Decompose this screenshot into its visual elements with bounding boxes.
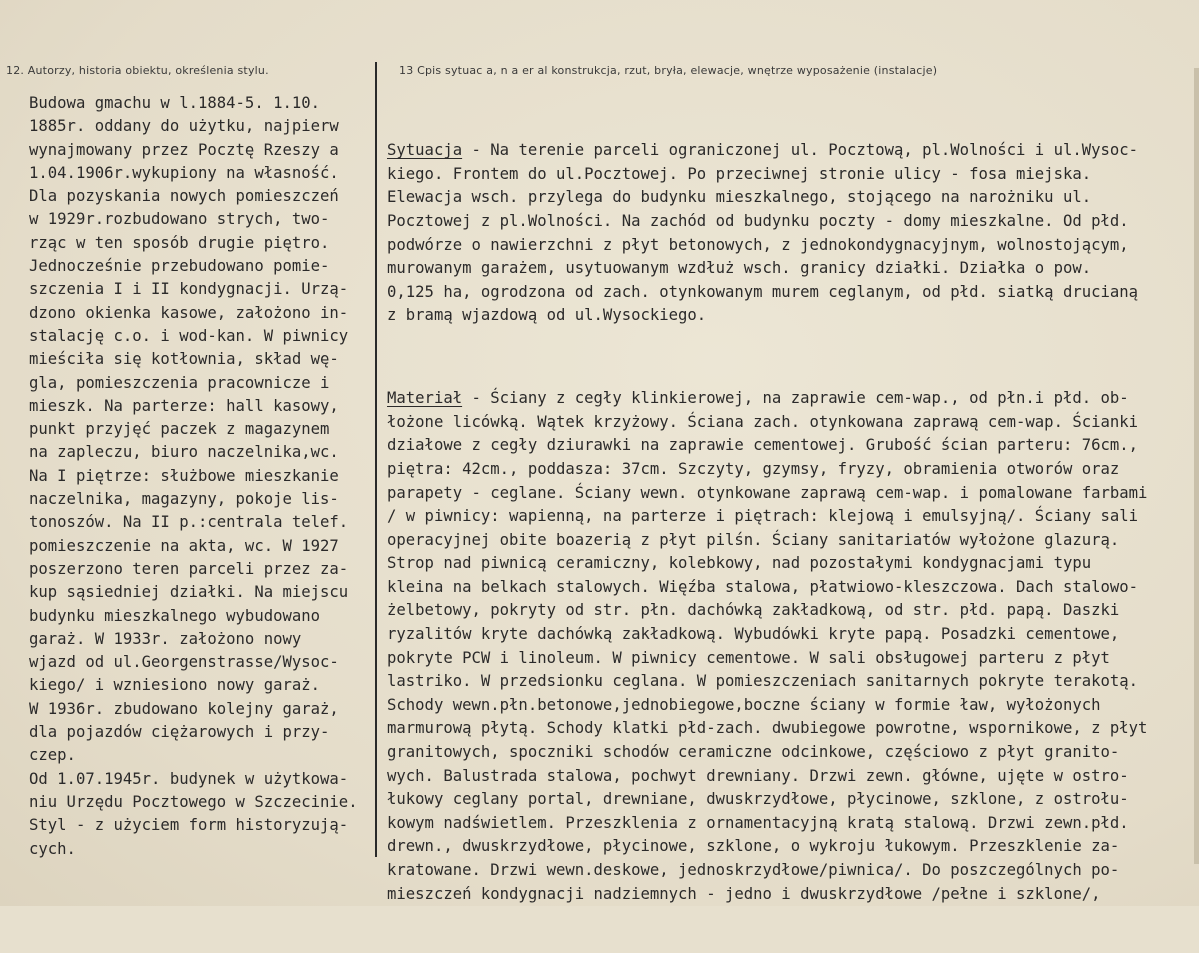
history-line: szczenia I i II kondygnacji. Urzą- [29,280,349,299]
history-line: Styl - z użyciem form historyzują- [29,816,349,835]
history-line: w 1929r.rozbudowano strych, two- [29,210,330,229]
history-line: kiego/ i wzniesiono nowy garaż. [29,676,321,695]
history-line: 1885r. oddany do użytku, najpierw [29,117,339,136]
situation-line-text: - Na terenie parceli ograniczonej ul. Pocztową, pl.Wolności i ul.Wysoc- [462,141,1139,160]
material-line: wych. Balustrada stalowa, pochwyt drewniany. Drzwi zewn. główne, ujęte w ostro- [387,766,1129,785]
history-line: pomieszczenie na akta, wc. W 1927 [29,536,339,555]
history-line: rząc w ten sposób drugie piętro. [29,233,330,252]
page-edge-shadow [1194,68,1199,864]
history-line: gla, pomieszczenia pracownicze i [29,373,330,392]
material-line: żelbetowy, pokryty od str. płn. dachówką zakładkową, od str. płd. papą. Daszki [387,601,1120,620]
history-line: mieszk. Na parterze: hall kasowy, [29,396,339,415]
material-line: Strop nad piwnicą ceramiczny, kolebkowy, nad pozostałymi kondygnacjami typu [387,554,1092,573]
situation-line: murowanym garażem, usytuowanym wzdłuż wsch. granicy działki. Działka o pow. [387,259,1092,278]
history-line: czep. [29,746,76,765]
history-line: mieściła się kotłownia, skład wę- [29,350,339,369]
situation-line: 0,125 ha, ogrodzona od zach. otynkowanym murem ceglanym, od płd. siatką drucianą [387,282,1139,301]
situation-line: Pocztowej z pl.Wolności. Na zachód od budynku poczty - domy mieszkalne. Od płd. [387,211,1129,230]
material-line: kowym nadświetlem. Przeszklenia z ornamentacyjną kratą stalową. Drzwi zewn.płd. [387,813,1129,832]
history-line: 1.04.1906r.wykupiony na własność. [29,163,339,182]
situation-line: z bramą wjazdową od ul.Wysockiego. [387,306,707,325]
material-heading: Materiał [387,389,463,408]
situation-paragraph [387,139,1192,328]
material-line: marmurową płytą. Schody klatki płd-zach. dwubiegowe powrotne, wspornikowe, z płyt [387,719,1148,738]
situation-line: podwórze o nawierzchni z płyt betonowych, z jednokondygnacyjnym, wolnostojącym, [387,235,1129,254]
left-column-header: 12. Autorzy, historia obiektu, określenia stylu. [6,64,269,77]
material-line: granitowych, spoczniki schodów ceramiczne odcinkowe, częściowo z płyt granito- [387,743,1120,762]
history-text-column [29,92,374,861]
material-line: pokryte PCW i linoleum. W piwnicy cementowe. W sali obsługowej parteru z płyt [387,648,1110,667]
history-line: Budowa gmachu w l.1884-5. 1.10. [29,94,321,112]
history-line: na zapleczu, biuro naczelnika,wc. [29,443,339,462]
material-line: lastriko. W przedsionku ceglana. W pomieszczeniach sanitarnych pokryte terakotą. [387,672,1139,691]
material-line: / w piwnicy: wapienną, na parterze i piętrach: klejową i emulsyjną/. Ściany sali [387,507,1139,526]
material-line-text: - Ściany z cegły klinkierowej, na zaprawie cem-wap., od płn.i płd. ob- [462,389,1129,408]
history-line: Jednocześnie przebudowano pomie- [29,257,330,276]
material-line: piętra: 42cm., poddasza: 37cm. Szczyty, gzymsy, fryzy, obramienia otworów oraz [387,459,1120,478]
material-line: Schody wewn.płn.betonowe,jednobiegowe,boczne ściany w formie ław, wyłożonych [387,695,1101,714]
material-line: ryzalitów kryte dachówką zakładkową. Wybudówki kryte papą. Posadzki cementowe, [387,625,1120,644]
material-line: parapety - ceglane. Ściany wewn. otynkowane zaprawą cem-wap. i pomalowane farbami [387,483,1148,502]
history-line: Od 1.07.1945r. budynek w użytkowa- [29,769,349,788]
material-line: działowe z cegły dziurawki na zaprawie cementowej. Grubość ścian parteru: 76cm., [387,436,1139,455]
situation-line: kiego. Frontem do ul.Pocztowej. Po przeciwnej stronie ulicy - fosa miejska. [387,164,1092,183]
history-line: punkt przyjęć paczek z magazynem [29,420,330,439]
history-line: kup sąsiedniej działki. Na miejscu [29,583,349,602]
history-line: dla pojazdów ciężarowych i przy- [29,723,330,742]
history-line: stalację c.o. i wod-kan. W piwnicy [29,326,349,345]
history-line: cych. [29,839,76,858]
material-line: kratowane. Drzwi wewn.deskowe, jednoskrzydłowe/piwnica/. Do poszczególnych po- [387,861,1120,879]
history-line: dzono okienka kasowe, założono in- [29,303,349,322]
history-line: tonoszów. Na II p.:centrala telef. [29,513,349,532]
material-line: kleina na belkach stalowych. Więźba stalowa, płatwiowo-kleszczowa. Dach stalowo- [387,577,1139,596]
history-line: naczelnika, magazyny, pokoje lis- [29,490,339,509]
history-line: garaż. W 1933r. założono nowy [29,629,302,648]
history-line: wjazd od ul.Georgenstrasse/Wysoc- [29,653,339,672]
description-text-column [387,92,1192,953]
material-line: drewn., dwuskrzydłowe, płycinowe, szklone, o wykroju łukowym. Przeszklenie za- [387,837,1120,856]
material-paragraph [387,387,1192,906]
material-line: łożone licówką. Wątek krzyżowy. Ściana zach. otynkowana zaprawą cem-wap. Ścianki [387,412,1139,431]
situation-heading: Sytuacja [387,141,463,160]
history-line: Na I piętrze: służbowe mieszkanie [29,466,339,485]
column-divider [375,62,377,857]
history-line: Dla pozyskania nowych pomieszczeń [29,187,339,206]
material-line: operacyjnej obite boazerią z płyt pilśn. Ściany sanitariatów wyłożone glazurą. [387,530,1120,549]
history-line: W 1936r. zbudowano kolejny garaż, [29,699,339,718]
history-line: budynku mieszkalnego wybudowano [29,606,321,625]
situation-line: Elewacja wsch. przylega do budynku mieszkalnego, stojącego na narożniku ul. [387,188,1092,207]
history-line: niu Urzędu Pocztowego w Szczecinie. [29,792,358,811]
right-column-header: 13 Cpis sytuac a, n a er al konstrukcja, rzut, bryła, elewacje, wnętrze wyposażenie (instalacje) [399,64,938,77]
material-line: łukowy ceglany portal, drewniane, dwuskrzydłowe, płycinowe, szklone, z ostrołu- [387,790,1129,809]
history-line: wynajmowany przez Pocztę Rzeszy a [29,140,339,159]
material-line: mieszczeń kondygnacji nadziemnych - jedno i dwuskrzydłowe /pełne i szklone/, [387,884,1101,903]
situation-line [387,139,1192,163]
history-line: poszerzono teren parceli przez za- [29,559,349,578]
material-line [387,387,1192,411]
